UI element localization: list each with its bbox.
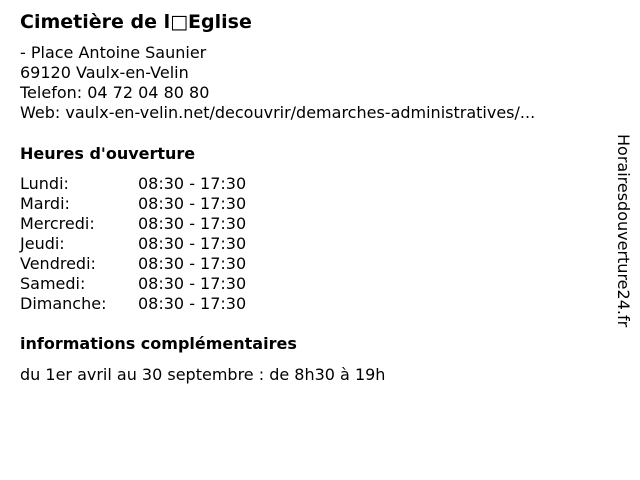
hours-day: Mercredi: (20, 214, 95, 233)
site-watermark: Horairesdouverture24.fr (614, 134, 633, 328)
hours-row-saturday (20, 274, 246, 294)
additional-info-heading: informations complémentaires (20, 334, 297, 353)
hours-row-friday (20, 254, 246, 274)
hours-day: Dimanche: (20, 294, 107, 313)
additional-info-text: du 1er avril au 30 septembre : de 8h30 à 19h (20, 365, 386, 384)
hours-time: 08:30 - 17:30 (138, 234, 247, 253)
hours-day: Mardi: (20, 194, 70, 213)
hours-row-wednesday (20, 214, 246, 234)
address-block (20, 43, 535, 123)
hours-time: 08:30 - 17:30 (138, 274, 247, 293)
website-link[interactable]: Web: vaulx-en-velin.net/decouvrir/demarches-administratives/... (20, 103, 536, 122)
hours-row-monday (20, 174, 246, 194)
hours-day: Jeudi: (20, 234, 65, 253)
hours-row-tuesday (20, 194, 246, 214)
hours-row-thursday (20, 234, 246, 254)
place-title: Cimetière de l□Eglise (20, 11, 252, 33)
address-street: - Place Antoine Saunier (20, 43, 207, 62)
hours-day: Vendredi: (20, 254, 96, 273)
hours-time: 08:30 - 17:30 (138, 194, 247, 213)
phone-number: Telefon: 04 72 04 80 80 (20, 83, 210, 102)
hours-time: 08:30 - 17:30 (138, 294, 247, 313)
hours-time: 08:30 - 17:30 (138, 254, 247, 273)
hours-day: Samedi: (20, 274, 86, 293)
hours-time: 08:30 - 17:30 (138, 174, 247, 193)
address-city: 69120 Vaulx-en-Velin (20, 63, 189, 82)
hours-time: 08:30 - 17:30 (138, 214, 247, 233)
hours-day: Lundi: (20, 174, 69, 193)
hours-row-sunday (20, 294, 246, 314)
opening-hours-heading: Heures d'ouverture (20, 144, 196, 163)
opening-hours-table (20, 174, 246, 314)
